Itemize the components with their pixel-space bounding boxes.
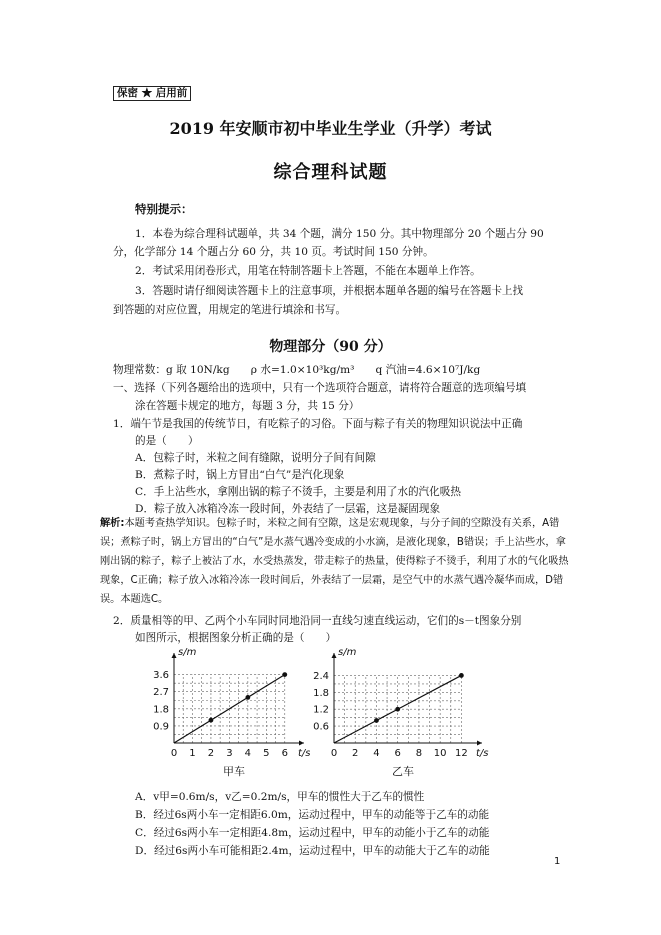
y-tick-label: 0.9 [153, 721, 169, 733]
y-axis-arrow [332, 653, 337, 658]
question-1-analysis [100, 514, 570, 609]
question-2-stem: 2．质量相等的甲、乙两个小车同时同地沿同一直线匀速直线运动，它们的s－t图象分别 [113, 615, 522, 627]
y-axis-label: s/m [338, 647, 357, 658]
x-tick-label: 4 [244, 748, 252, 759]
x-tick-label: 10 [433, 748, 447, 759]
data-point [395, 707, 400, 712]
question-2-option-d: D．经过6s两小车可能相距2.4m，运动过程中，甲车的动能大于乙车的动能 [135, 845, 490, 857]
question-1-option-d: D．粽子放入冰箱冷冻一段时间，外表结了一层霜，这是凝固现象 [135, 503, 441, 515]
x-tick-label: 6 [394, 748, 401, 759]
y-axis-label: s/m [178, 647, 197, 658]
x-tick-label: 0 [170, 748, 178, 759]
x-axis-arrow [477, 741, 482, 746]
instruction-line: 到答题的对应位置，用规定的笔进行填涂和书写。 [113, 304, 347, 316]
chart-caption: 乙车 [392, 765, 414, 778]
x-tick-label: 12 [455, 748, 468, 759]
chart-jia [140, 645, 310, 787]
chart-caption: 甲车 [223, 765, 245, 778]
data-point [374, 718, 379, 723]
y-tick-label: 2.7 [153, 687, 169, 699]
instruction-line: 2．考试采用闭卷形式，用笔在特制答题卡上答题，不能在本题单上作答。 [135, 265, 481, 277]
y-axis-arrow [172, 653, 177, 658]
page-number: 1 [554, 856, 561, 867]
instruction-line: 3．答题时请仔细阅读答题卡上的注意事项，并根据本题单各题的编号在答题卡上找 [135, 285, 524, 297]
exam-subtitle: 综合理科试题 [273, 162, 388, 183]
question-2-option-c: C．经过6s两小车一定相距4.8m，运动过程中，甲车的动能小于乙车的动能 [135, 827, 490, 839]
question-2-option-b: B．经过6s两小车一定相距6.0m，运动过程中，甲车的动能等于乙车的动能 [135, 809, 490, 821]
x-tick-label: 6 [281, 748, 288, 759]
chart-yi [300, 645, 490, 787]
x-axis-label: t/s [476, 748, 489, 759]
physical-constants: 物理常数：g 取 10N/kg ρ 水=1.0×10³kg/m³ q 汽油=4.6×10⁷J/kg [113, 364, 481, 376]
question-1-stem: 1．端午节是我国的传统节日，有吃粽子的习俗。下面与粽子有关的物理知识说法中正确 [113, 418, 523, 430]
data-point [209, 718, 214, 723]
analysis-label: 解析: [100, 518, 125, 529]
y-tick-label: 2.4 [313, 670, 329, 682]
question-1-option-b: B．煮粽子时，锅上方冒出“白气”是汽化现象 [135, 469, 345, 481]
question-1-option-a: A．包粽子时，米粒之间有缝隙，说明分子间有间隙 [135, 452, 376, 464]
part-one-instructions: 一、选择（下列各题给出的选项中，只有一个选项符合题意，请将符合题意的选项编号填 [113, 382, 527, 394]
exam-title: 2019 年安顺市初中毕业生学业（升学）考试 [169, 119, 492, 138]
x-tick-label: 2 [207, 748, 215, 759]
x-tick-label: 2 [352, 748, 359, 759]
data-point [459, 673, 464, 678]
y-tick-label: 3.6 [153, 670, 169, 682]
y-tick-label: 1.8 [313, 687, 329, 699]
instruction-line: 分，化学部分 14 个题占分 60 分，共 10 页。考试时间 150 分钟。 [113, 246, 434, 258]
x-tick-label: 0 [330, 748, 338, 759]
section-title: 物理部分（90 分） [269, 339, 392, 355]
x-tick-label: 3 [226, 748, 233, 759]
y-tick-label: 0.6 [313, 721, 329, 733]
data-point [245, 695, 250, 700]
x-tick-label: 1 [189, 748, 196, 759]
instruction-line: 1．本卷为综合理科试题单，共 34 个题，满分 150 分。其中物理部分 20 个题占分 90 [135, 228, 544, 240]
question-2-option-a: A．v甲=0.6m/s，v乙=0.2m/s，甲车的惯性大于乙车的惯性 [135, 791, 425, 803]
part-one-instructions: 涂在答题卡规定的地方，每题 3 分，共 15 分） [135, 400, 360, 412]
confidential-label: 保密 ★ 启用前 [113, 86, 191, 101]
x-tick-label: 5 [263, 748, 270, 759]
y-tick-label: 1.8 [153, 704, 169, 716]
y-tick-label: 1.2 [313, 704, 329, 716]
question-1-stem: 的是（ ） [135, 435, 199, 447]
x-tick-label: 4 [373, 748, 380, 759]
x-tick-label: 8 [415, 748, 423, 759]
x-axis-label: t/s [298, 748, 310, 759]
instructions-heading: 特别提示： [135, 202, 193, 216]
question-1-option-c: C．手上沾些水，拿刚出锅的粽子不烫手，主要是利用了水的汽化吸热 [135, 486, 461, 498]
data-point [282, 672, 287, 677]
analysis-text: 本题考查热学知识。包粽子时，米粒之间有空隙，这是宏观现象，与分子间的空隙没有关系，A错误；煮粽子时，锅上方冒出的“白气”是水蒸气遇冷变成的小水滴，是液化现象，B错误；手上沾些水，拿刚出锅的粽子，粽子上被沾了水，水受热蒸发，带走粽子的热量，使得粽子不烫手，利用了水的气化吸热现象，C正确；粽子放入冰箱冷冻一段时间后，外表结了一层霜，是空气中的水蒸气遇冷凝华而成，D错误。本题选C。 [100, 518, 569, 605]
question-2-stem: 如图所示，根据图象分析正确的是（ ） [135, 632, 337, 644]
